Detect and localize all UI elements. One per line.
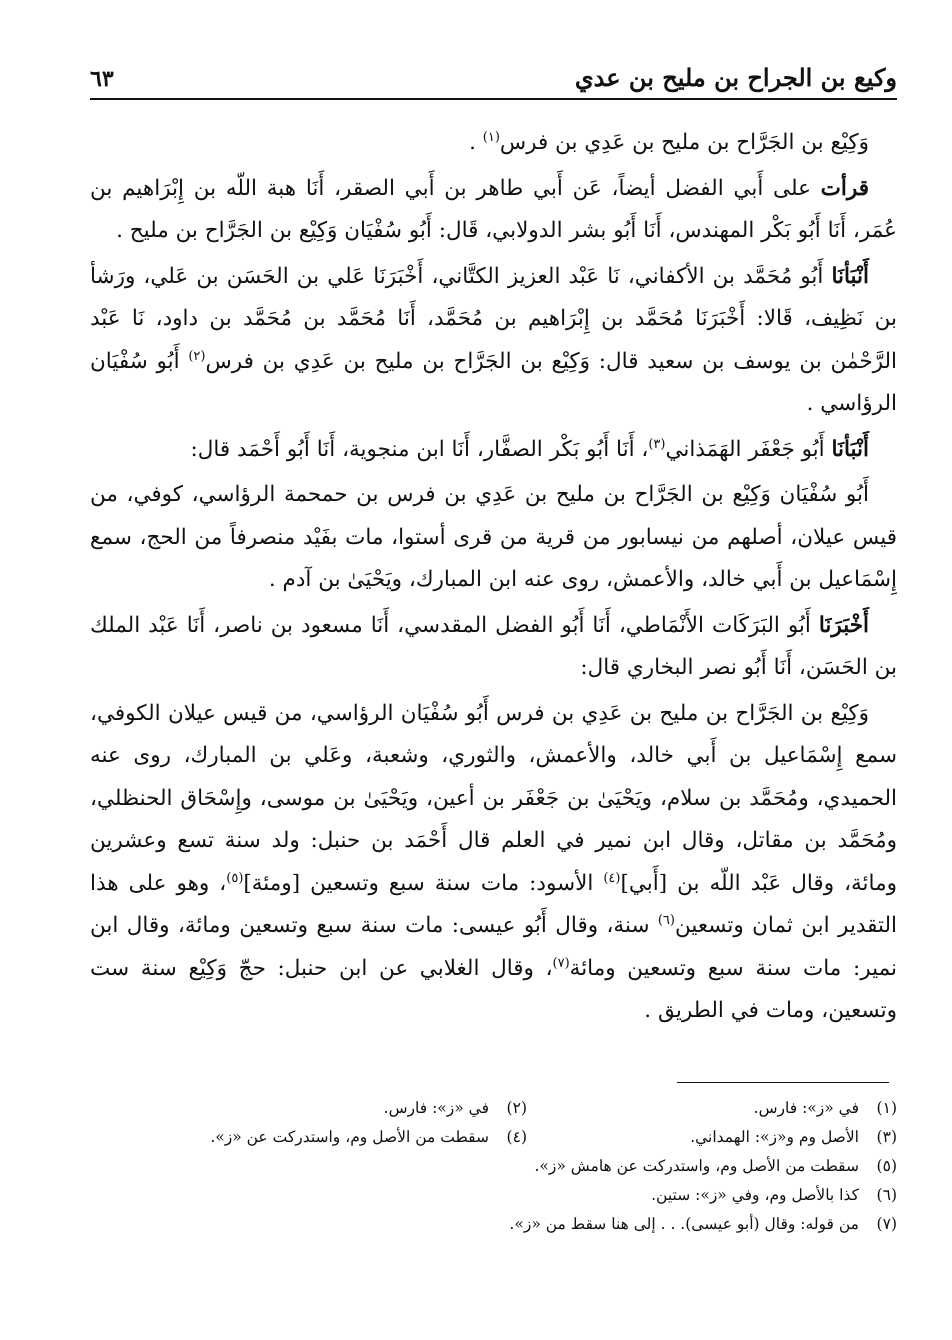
- text: الأسود: مات سنة سبع وتسعين [ومئة]: [243, 870, 604, 896]
- isnad-lead-word: أَنْبَأنَا: [831, 263, 869, 289]
- isnad-lead-word: قرأت: [820, 175, 869, 201]
- footnote-4: [210, 1123, 527, 1152]
- text: على أَبي الفضل أيضاً، عَن أَبي طاهر بن أَبي الصقر، أَنَا هبة اللّه بن إِبْرَاهيم بن عُمَر، أَنَا أَبُو بَكْر المهندس، أَنَا أَبُو بشر الدولابي، قَال: أَبُو سُفْيَان وَكِيْع بن الجَرَّاح بن مليح .: [90, 175, 897, 243]
- page-number: ٦٣: [90, 66, 114, 92]
- footnote-ref-4[interactable]: (٤): [603, 870, 621, 886]
- footnote-number: (١): [876, 1099, 897, 1117]
- footnote-number: (٣): [876, 1128, 897, 1146]
- footnote-ref-2[interactable]: (٢): [188, 348, 206, 364]
- isnad-lead-word: أَخْبَرَنَا: [818, 612, 869, 638]
- running-title: وكيع بن الجراح بن مليح بن عدي: [574, 63, 897, 92]
- isnad-lead-word: أَنْبَأنَا: [831, 436, 869, 462]
- main-text: [90, 122, 897, 1036]
- footnote-7: [90, 1210, 897, 1239]
- text: وَكِيْع بن الجَرَّاح بن مليح بن عَدِي بن فرس: [499, 130, 869, 155]
- footnote-row: [90, 1123, 897, 1152]
- footnote-ref-1[interactable]: (١): [482, 129, 500, 145]
- footnote-row: [90, 1094, 897, 1123]
- footnote-2: [384, 1094, 527, 1123]
- footnote-text: من قوله: وقال (أبو عيسى). . . إلى هنا سقط من «ز».: [509, 1215, 859, 1233]
- text: ، أَنَا أَبُو بَكْر الصفَّار، أَنَا ابن منجوية، أَنَا أَبُو أَحْمَد قال:: [190, 436, 649, 462]
- footnote-text: كذا بالأصل وم، وفي «ز»: ستين.: [651, 1186, 859, 1204]
- footnote-ref-3[interactable]: (٣): [648, 436, 666, 452]
- footnote-number: (٥): [876, 1157, 897, 1175]
- footnote-1: [527, 1094, 897, 1123]
- footnote-number: (٢): [506, 1099, 527, 1117]
- footnotes: [90, 1094, 897, 1239]
- text: أَبُو جَعْفَر الهَمَذاني: [665, 436, 832, 462]
- text: أَبُو البَرَكَات الأَنْمَاطي، أَنَا أَبُو الفضل المقدسي، أَنَا مسعود بن ناصر، أَنَا عَبْد الملك بن الحَسَن، أَنَا أَبُو نصر البخاري قال:: [90, 612, 897, 680]
- footnote-ref-6[interactable]: (٦): [657, 912, 675, 928]
- footnote-number: (٤): [506, 1128, 527, 1146]
- paragraph-1: [90, 122, 897, 165]
- footnote-number: (٧): [876, 1215, 897, 1233]
- text: .: [469, 130, 483, 155]
- footnote-text: في «ز»: فارس.: [753, 1099, 859, 1117]
- text: ، وقال الغلابي عن ابن حنبل: حجّ وَكِيْع سنة ست وتسعين، ومات في الطريق .: [90, 955, 897, 1023]
- footnote-5: [90, 1152, 897, 1181]
- footnote-text: الأصل وم و«ز»: الهمداني.: [690, 1128, 859, 1146]
- paragraph-2: [90, 168, 897, 253]
- footnote-3: [527, 1123, 897, 1152]
- footnote-text: سقطت من الأصل وم، واستدركت عن هامش «ز».: [534, 1157, 859, 1175]
- footnote-number: (٦): [876, 1186, 897, 1204]
- paragraph-3: [90, 256, 897, 426]
- paragraph-7: [90, 693, 897, 1033]
- running-header: [90, 48, 897, 100]
- footnote-text: في «ز»: فارس.: [383, 1099, 489, 1117]
- text: سنة، وقال أَبُو عيسى: مات سنة سبع وتسعين ومائة، وقال ابن نمير: مات سنة سبع وتسعين ومائة: [90, 913, 897, 981]
- text: أَبُو سُفْيَان وَكِيْع بن الجَرَّاح بن مليح بن عَدِي بن فرس بن حمحمة الرؤاسي، كوفي، من قيس عيلان، أصلهم من نيسابور من قرية من قرى أستوا، مات بفَيْد منصرفاً من الحج، سمع إِسْمَاعيل بن أَبي خالد، والأعمش، روى عنه ابن المبارك، ويَحْيَىٰ بن آدم .: [90, 482, 897, 592]
- paragraph-5: [90, 474, 897, 602]
- text: أَبُو مُحَمَّد بن الأكفاني، نَا عَبْد العزيز الكتَّاني، أَخْبَرَنَا عَلي بن الحَسَن بن عَلي، ورَشأ بن نَظِيف، قَالا: أَخْبَرَنَا مُحَمَّد بن إِبْرَاهيم بن مُحَمَّد، أَنَا مُحَمَّد بن مُحَمَّد بن داود، نَا عَبْد الرَّحْمٰن بن يوسف بن سعيد قال: وَكِيْع بن الجَرَّاح بن مليح بن عَدِي بن فرس: [90, 263, 898, 374]
- text: وَكِيْع بن الجَرَّاح بن مليح بن عَدِي بن فرس أَبُو سُفْيَان الرؤاسي، من قيس عيلان الكوفي، سمع إِسْمَاعيل بن أَبي خالد، والأعمش، والثوري، وشعبة، وعَلي بن المبارك، روى عنه الحميدي، ومُحَمَّد بن سلام، ويَحْيَىٰ بن جَعْفَر بن أعين، ويَحْيَىٰ بن موسى، وإِسْحَاق الحنظلي، ومُحَمَّد بن مقاتل، وقال ابن نمير في العلم قال أَحْمَد بن حنبل: ولد سنة تسع وعشرين ومائة، وقال عَبْد اللّه بن [أَبي]: [90, 700, 897, 896]
- paragraph-6: [90, 605, 897, 690]
- text: ، وهو على هذا التقدير ابن ثمان وتسعين: [90, 870, 898, 938]
- footnote-text: سقطت من الأصل وم، واستدركت عن «ز».: [210, 1128, 489, 1146]
- footnote-divider: [677, 1082, 889, 1083]
- footnote-6: [90, 1181, 897, 1210]
- footnote-ref-7[interactable]: (٧): [552, 955, 570, 971]
- text: أَبُو سُفْيَان الرؤاسي .: [90, 348, 897, 416]
- paragraph-4: [90, 429, 897, 472]
- footnote-ref-5[interactable]: (٥): [226, 870, 244, 886]
